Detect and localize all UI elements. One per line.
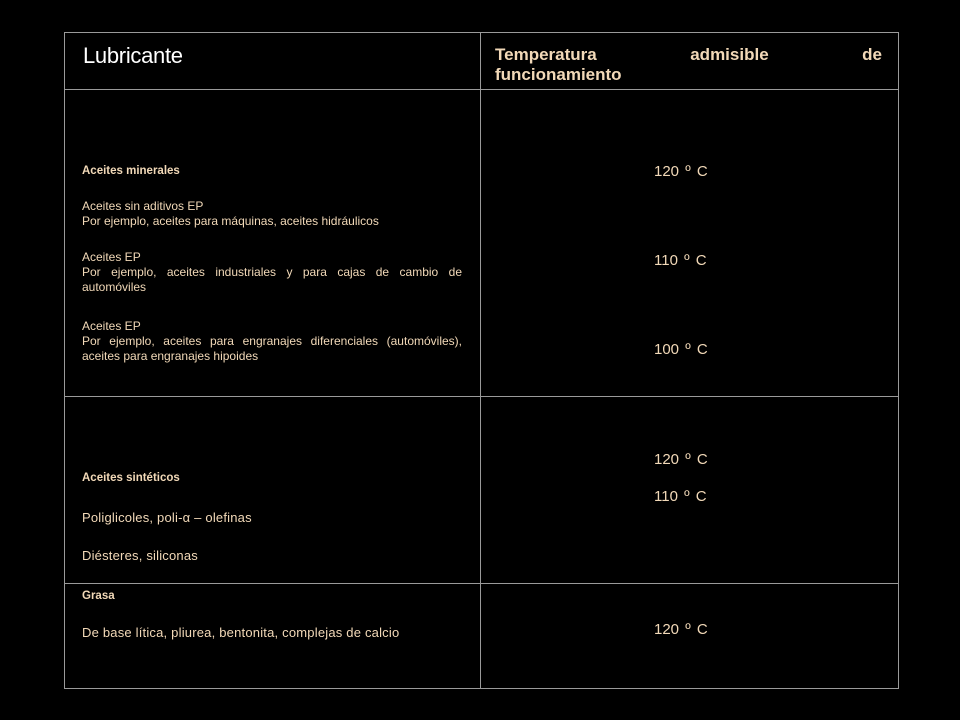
minerals-temp2: 110 º C xyxy=(654,252,707,269)
grease-item1: De base lítica, pliurea, bentonita, complejas de calcio xyxy=(82,625,400,640)
grease-row xyxy=(65,584,899,689)
header-cell-lubricant xyxy=(65,33,481,90)
header-row xyxy=(65,33,899,90)
minerals-row xyxy=(65,90,899,397)
synthetics-temp2: 110 º C xyxy=(654,488,707,505)
synthetics-row xyxy=(65,397,899,584)
header-cell-temperature xyxy=(481,33,899,90)
temperature-header-line1: Temperatura admisible de xyxy=(495,45,882,64)
minerals-item2-text: Por ejemplo, aceites industriales y para cajas de cambio de automóviles xyxy=(82,265,462,294)
lubricant-header: Lubricante xyxy=(83,43,183,68)
minerals-cell-right xyxy=(481,90,899,397)
synthetics-item2: Diésteres, siliconas xyxy=(82,548,198,563)
minerals-item3 xyxy=(82,319,462,364)
grease-title: Grasa xyxy=(82,590,115,602)
synthetics-cell-left xyxy=(65,397,481,584)
minerals-temp3: 100 º C xyxy=(654,341,708,358)
synthetics-item1: Poliglicoles, poli-α – olefinas xyxy=(82,510,252,525)
minerals-item2-line1: Aceites EP xyxy=(82,250,141,264)
minerals-temp1: 120 º C xyxy=(654,163,708,180)
minerals-item3-line1: Aceites EP xyxy=(82,319,141,333)
grease-cell-right xyxy=(481,584,899,689)
temperature-header-line2: funcionamiento xyxy=(495,65,622,84)
synthetics-temp1: 120 º C xyxy=(654,451,708,468)
grease-cell-left xyxy=(65,584,481,689)
grease-temp1: 120 º C xyxy=(654,621,708,638)
minerals-title: Aceites minerales xyxy=(82,165,180,177)
minerals-cell-left xyxy=(65,90,481,397)
minerals-item1-line2: Por ejemplo, aceites para máquinas, aceites hidráulicos xyxy=(82,214,379,228)
lubricant-temperature-table xyxy=(64,32,899,689)
minerals-item3-text: Por ejemplo, aceites para engranajes diferenciales (automóviles), aceites para engranajes hipoides xyxy=(82,334,462,363)
temperature-header xyxy=(495,43,882,87)
synthetics-title: Aceites sintéticos xyxy=(82,472,180,484)
minerals-item2 xyxy=(82,250,462,295)
synthetics-cell-right xyxy=(481,397,899,584)
minerals-item1-line1: Aceites sin aditivos EP xyxy=(82,199,204,213)
minerals-item1 xyxy=(82,199,462,229)
